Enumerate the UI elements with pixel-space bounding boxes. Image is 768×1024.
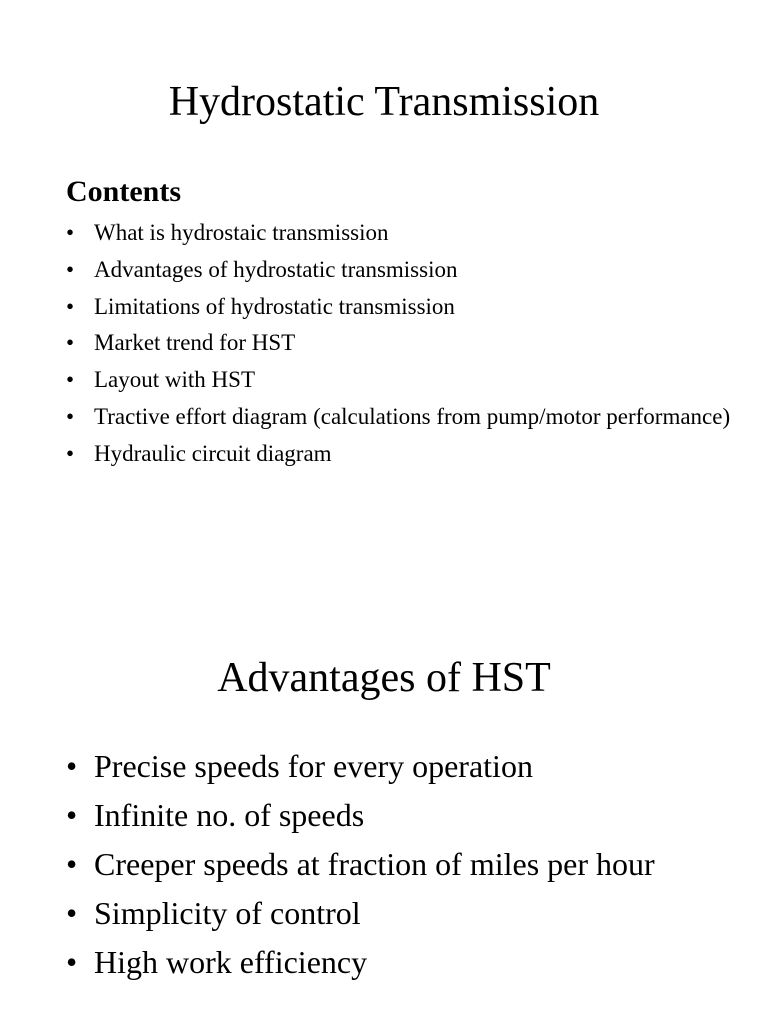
slide-title: Hydrostatic Transmission [168, 79, 600, 125]
bullet-icon: • [66, 440, 75, 466]
advantages-list [66, 746, 756, 991]
bullet-icon: • [66, 797, 78, 833]
list-item [66, 746, 756, 786]
list-item [66, 218, 746, 248]
bullet-icon: • [66, 367, 75, 393]
list-item-text: Layout with HST [94, 367, 255, 393]
list-item [66, 292, 746, 322]
list-item-text: Creeper speeds at fraction of miles per hour [94, 846, 655, 882]
list-item [66, 439, 746, 469]
list-item [66, 893, 756, 933]
list-item-text: High work efficiency [94, 944, 368, 980]
list-item-text: Limitations of hydrostatic transmission [94, 293, 455, 319]
list-item [66, 365, 746, 395]
list-item [66, 402, 746, 432]
bullet-icon: • [66, 846, 78, 882]
bullet-icon: • [66, 748, 78, 784]
bullet-icon: • [66, 403, 75, 429]
bullet-icon: • [66, 293, 75, 319]
slide-title: Advantages of HST [217, 655, 551, 701]
list-item [66, 844, 756, 884]
list-item-text: Hydraulic circuit diagram [94, 440, 332, 466]
contents-heading: Contents [66, 175, 182, 208]
bullet-icon: • [66, 330, 75, 356]
bullet-icon: • [66, 895, 78, 931]
list-item-text: Market trend for HST [94, 330, 296, 356]
bullet-icon: • [66, 256, 75, 282]
list-item-text: What is hydrostaic transmission [94, 220, 389, 245]
list-item-text: Advantages of hydrostatic transmission [94, 256, 458, 282]
list-item-text: Precise speeds for every operation [94, 748, 533, 784]
list-item [66, 255, 746, 285]
bullet-icon: • [66, 220, 75, 245]
list-item [66, 942, 756, 982]
contents-list [66, 218, 746, 476]
list-item [66, 328, 746, 358]
list-item-text: Tractive effort diagram (calculations from pump/motor performance) [94, 403, 731, 429]
list-item-text: Simplicity of control [94, 895, 361, 931]
slide-advantages [0, 560, 768, 1024]
list-item-text: Infinite no. of speeds [94, 797, 365, 833]
list-item [66, 795, 756, 835]
bullet-icon: • [66, 944, 78, 980]
